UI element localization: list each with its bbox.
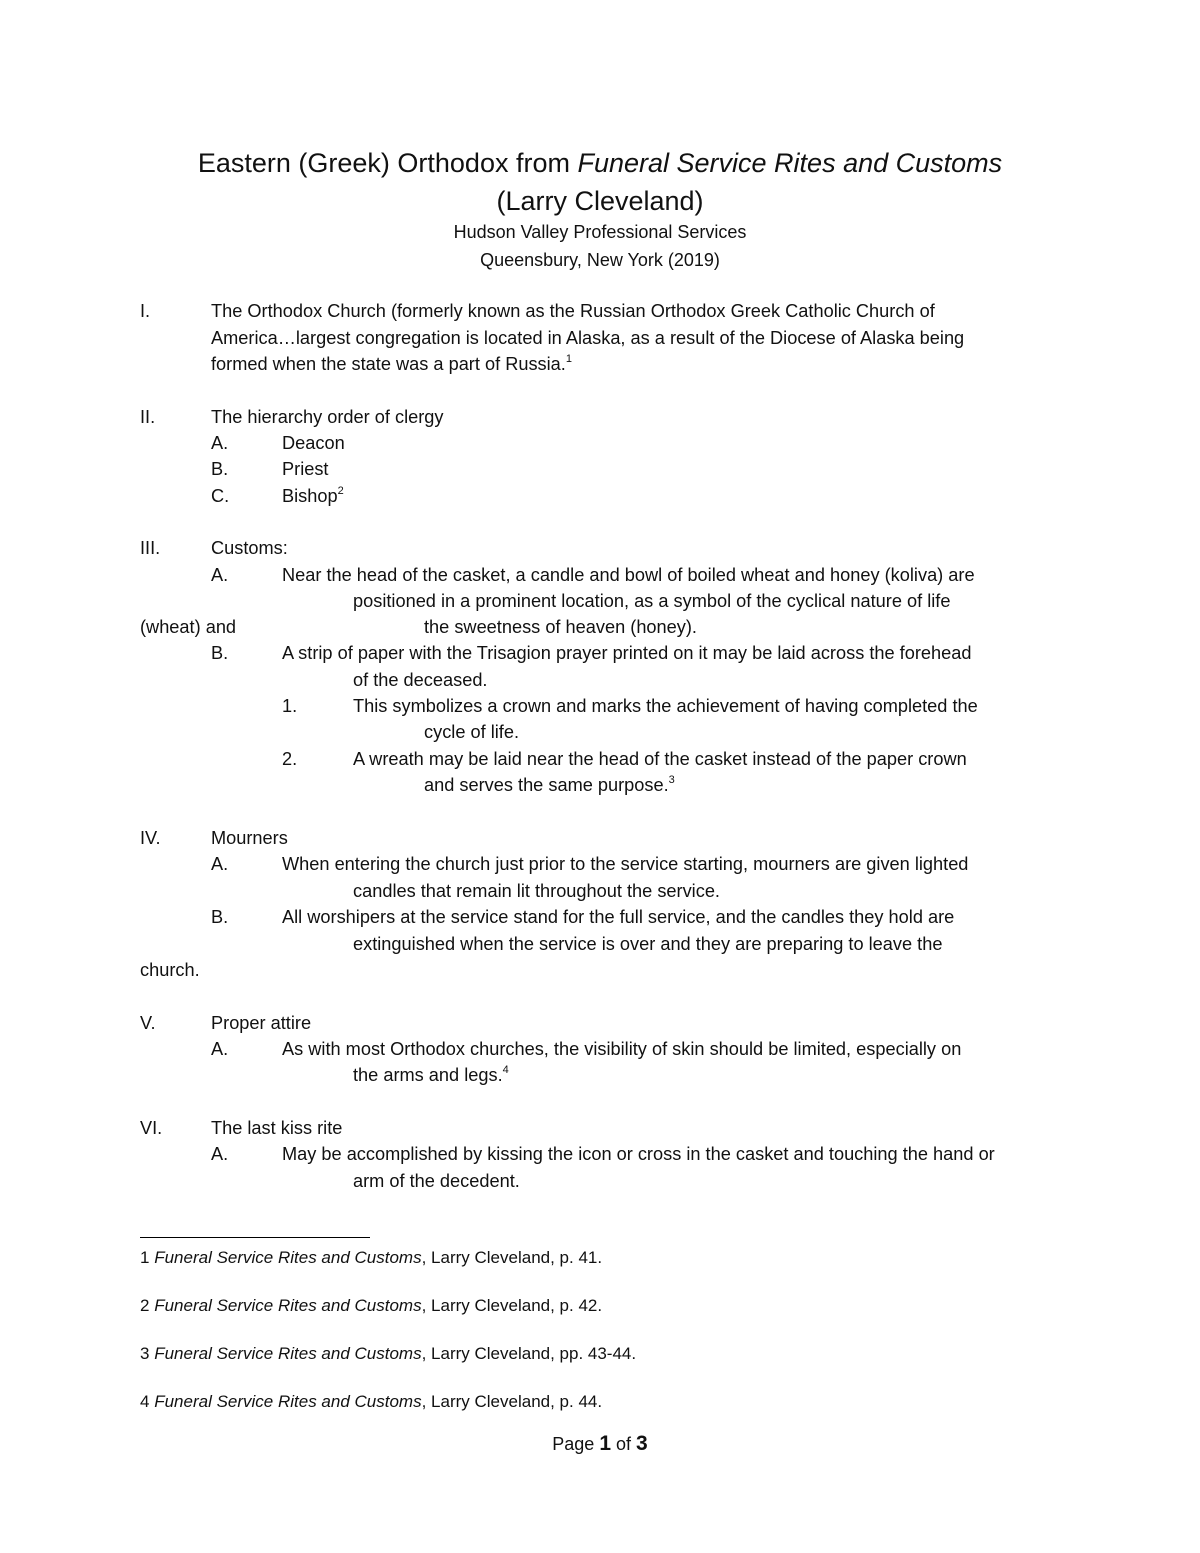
section-3-a-line-2: positioned in a prominent location, as a symbol of the cyclical nature of life bbox=[353, 591, 951, 611]
section-1-line-3-text: formed when the state was a part of Russia. bbox=[211, 354, 566, 374]
footnote-2-rest: , Larry Cleveland, p. 42. bbox=[421, 1296, 603, 1315]
page-number-footer bbox=[0, 1432, 1200, 1456]
section-3-b-line-2: of the deceased. bbox=[353, 670, 488, 690]
footnote-2 bbox=[140, 1295, 602, 1317]
section-4-b-line-1: All worshipers at the service stand for the full service, and the candles they hold are bbox=[282, 907, 955, 927]
section-3-b1-line-2: cycle of life. bbox=[424, 722, 520, 742]
section-4-a-number: A. bbox=[211, 854, 229, 874]
section-6-a-line-1: May be accomplished by kissing the icon or cross in the casket and touching the hand or bbox=[282, 1144, 995, 1164]
section-4-b-line-2: extinguished when the service is over and they are preparing to leave the bbox=[353, 934, 943, 954]
document-title bbox=[0, 146, 1200, 180]
footnote-ref-2[interactable]: 2 bbox=[337, 484, 344, 497]
section-1-line-3 bbox=[211, 352, 572, 376]
page-label: Page bbox=[552, 1434, 600, 1454]
section-5-a-line-2-text: the arms and legs. bbox=[353, 1065, 503, 1085]
footnote-1 bbox=[140, 1247, 602, 1269]
publisher: Hudson Valley Professional Services bbox=[453, 222, 747, 242]
section-2-c-number: C. bbox=[211, 486, 230, 506]
section-2-number: II. bbox=[140, 407, 156, 427]
footnote-1-number: 1 bbox=[140, 1248, 150, 1267]
total-page-number: 3 bbox=[636, 1432, 648, 1455]
footnote-2-number: 2 bbox=[140, 1296, 150, 1315]
section-1-number: I. bbox=[140, 301, 151, 321]
footnote-1-title: Funeral Service Rites and Customs bbox=[154, 1248, 422, 1267]
title-book-name: Funeral Service Rites and Customs bbox=[577, 148, 1003, 178]
section-3-b2-line-1: A wreath may be laid near the head of the casket instead of the paper crown bbox=[353, 749, 967, 769]
section-3-a-line-3b: the sweetness of heaven (honey). bbox=[424, 617, 697, 637]
section-2-c-line bbox=[282, 484, 344, 508]
section-2-b-number: B. bbox=[211, 459, 229, 479]
footnote-4-rest: , Larry Cleveland, p. 44. bbox=[421, 1392, 603, 1411]
section-3-b2-line-2 bbox=[424, 773, 675, 797]
section-2-a-number: A. bbox=[211, 433, 229, 453]
section-5-heading: Proper attire bbox=[211, 1013, 312, 1033]
section-1-line-1: The Orthodox Church (formerly known as the Russian Orthodox Greek Catholic Church of bbox=[211, 301, 935, 321]
section-5-a-number: A. bbox=[211, 1039, 229, 1059]
footnote-4-number: 4 bbox=[140, 1392, 150, 1411]
section-1-line-2: America…largest congregation is located in Alaska, as a result of the Diocese of Alaska being bbox=[211, 328, 965, 348]
document-title-author: (Larry Cleveland) bbox=[496, 186, 704, 216]
footnote-4 bbox=[140, 1391, 602, 1413]
section-3-b1-line-1: This symbolizes a crown and marks the achievement of having completed the bbox=[353, 696, 978, 716]
section-6-a-line-2: arm of the decedent. bbox=[353, 1171, 520, 1191]
footnote-separator bbox=[140, 1237, 370, 1238]
footnote-2-title: Funeral Service Rites and Customs bbox=[154, 1296, 422, 1315]
section-6-heading: The last kiss rite bbox=[211, 1118, 343, 1138]
section-3-b2-number: 2. bbox=[282, 749, 298, 769]
section-3-b2-line-2-text: and serves the same purpose. bbox=[424, 775, 669, 795]
footnote-1-rest: , Larry Cleveland, p. 41. bbox=[421, 1248, 603, 1267]
footnote-ref-1[interactable]: 1 bbox=[565, 352, 572, 365]
section-5-a-line-1: As with most Orthodox churches, the visibility of skin should be limited, especially on bbox=[282, 1039, 962, 1059]
section-2-a-text: Deacon bbox=[282, 433, 345, 453]
section-4-a-line-1: When entering the church just prior to the service starting, mourners are given lighted bbox=[282, 854, 969, 874]
footnote-3-rest: , Larry Cleveland, pp. 43-44. bbox=[421, 1344, 637, 1363]
section-6-number: VI. bbox=[140, 1118, 163, 1138]
section-3-number: III. bbox=[140, 538, 161, 558]
section-4-heading: Mourners bbox=[211, 828, 288, 848]
current-page-number: 1 bbox=[599, 1432, 612, 1455]
footnote-3-number: 3 bbox=[140, 1344, 150, 1363]
section-3-b-line-1: A strip of paper with the Trisagion prayer printed on it may be laid across the forehead bbox=[282, 643, 972, 663]
section-5-a-line-2 bbox=[353, 1063, 509, 1087]
section-3-b1-number: 1. bbox=[282, 696, 298, 716]
section-4-b-line-3: church. bbox=[140, 960, 200, 980]
section-5-number: V. bbox=[140, 1013, 156, 1033]
page-of-label: of bbox=[611, 1434, 637, 1454]
section-3-a-number: A. bbox=[211, 565, 229, 585]
section-4-b-number: B. bbox=[211, 907, 229, 927]
section-2-c-text: Bishop bbox=[282, 486, 338, 506]
section-4-a-line-2: candles that remain lit throughout the service. bbox=[353, 881, 720, 901]
section-2-heading: The hierarchy order of clergy bbox=[211, 407, 444, 427]
footnote-4-title: Funeral Service Rites and Customs bbox=[154, 1392, 422, 1411]
title-prefix: Eastern (Greek) Orthodox from bbox=[197, 148, 578, 178]
publication-location: Queensbury, New York (2019) bbox=[480, 250, 720, 270]
section-2-b-text: Priest bbox=[282, 459, 329, 479]
footnote-ref-3[interactable]: 3 bbox=[668, 773, 675, 786]
section-3-b-number: B. bbox=[211, 643, 229, 663]
section-3-heading: Customs: bbox=[211, 538, 288, 558]
footnote-3-title: Funeral Service Rites and Customs bbox=[154, 1344, 422, 1363]
section-6-a-number: A. bbox=[211, 1144, 229, 1164]
section-4-number: IV. bbox=[140, 828, 161, 848]
footnote-ref-4[interactable]: 4 bbox=[502, 1063, 509, 1076]
section-3-a-line-1: Near the head of the casket, a candle and bowl of boiled wheat and honey (koliva) are bbox=[282, 565, 975, 585]
footnote-3 bbox=[140, 1343, 636, 1365]
section-3-a-line-3a: (wheat) and bbox=[140, 617, 237, 637]
